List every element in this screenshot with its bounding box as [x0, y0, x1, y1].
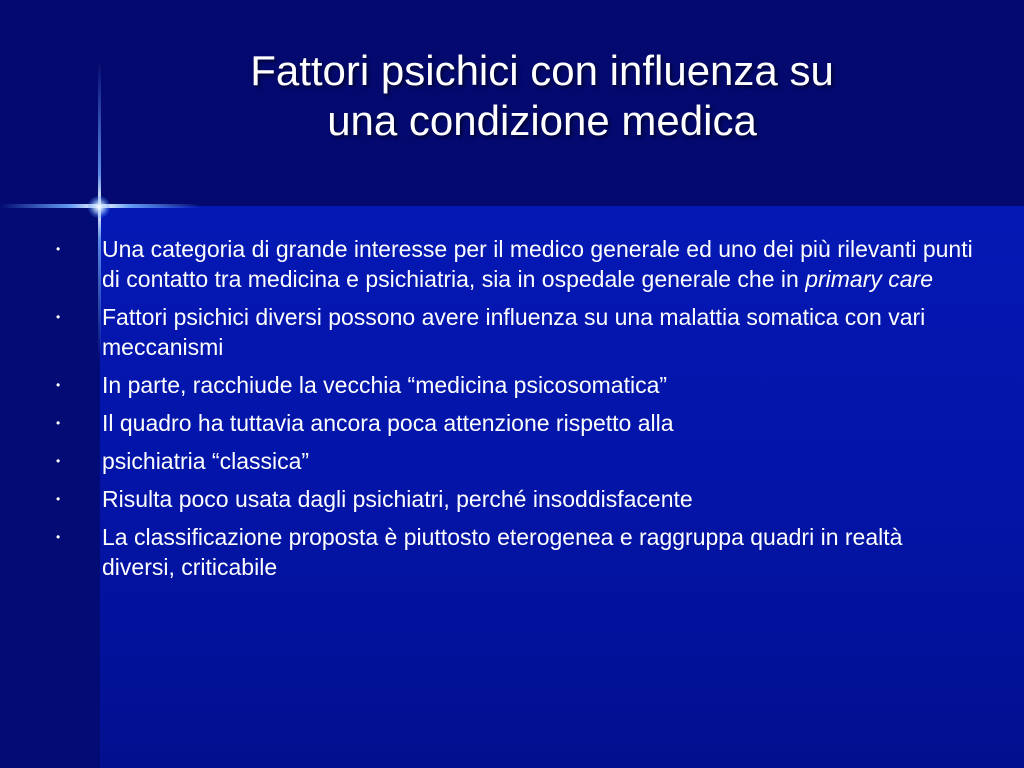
bullet-marker: • [56, 454, 61, 468]
slide-title-line-1: Fattori psichici con influenza su [250, 47, 834, 94]
bullet-text: Risulta poco usata dagli psichiatri, perché insoddisfacente [102, 486, 693, 512]
bullet-item [56, 484, 976, 514]
bullet-text: Fattori psichici diversi possono avere influenza su una malattia somatica con vari meccanismi [102, 304, 926, 360]
bullet-emphasis: primary care [805, 266, 934, 292]
bullet-item [56, 370, 976, 400]
bullet-marker: • [56, 242, 61, 256]
bullet-marker: • [56, 530, 61, 544]
slide-title-line-2: una condizione medica [327, 97, 757, 145]
bullet-marker: • [56, 378, 61, 392]
bullet-item [56, 446, 976, 476]
bullet-text [102, 236, 973, 292]
bullet-item [56, 302, 976, 362]
bullet-text: In parte, racchiude la vecchia “medicina psicosomatica” [102, 372, 668, 398]
bullet-text: La classificazione proposta è piuttosto eterogenea e raggruppa quadri in realtà diversi, criticabile [102, 524, 903, 580]
bullet-item [56, 408, 976, 438]
bullet-text: Il quadro ha tuttavia ancora poca attenzione rispetto alla [102, 410, 674, 436]
bullet-item [56, 234, 976, 294]
bullet-marker: • [56, 310, 61, 324]
bullet-text: psichiatria “classica” [102, 448, 310, 474]
bullet-marker: • [56, 492, 61, 506]
slide-title [140, 46, 944, 147]
bullet-text-part: Una categoria di grande interesse per il medico generale ed uno dei più rilevanti punti di contatto tra medicina e psichiatria, sia in ospedale generale che in [102, 236, 973, 292]
bullet-marker: • [56, 416, 61, 430]
bullet-list [56, 234, 976, 590]
sparkle-star-icon [88, 196, 110, 218]
bullet-item [56, 522, 976, 582]
